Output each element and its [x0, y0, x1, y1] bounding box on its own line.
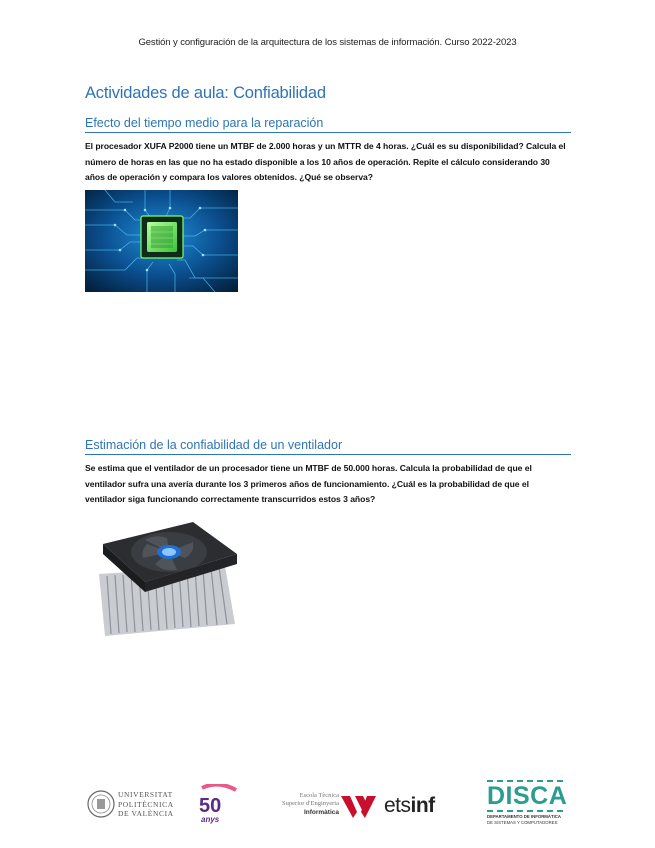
anys-50-mark-icon — [196, 784, 240, 814]
page-title: Actividades de aula: Confiabilidad — [85, 84, 326, 102]
disca-sub-2: DE SISTEMAS Y COMPUTADORES — [487, 819, 558, 825]
anys-label: anys — [201, 815, 220, 824]
footer-logos — [0, 780, 655, 830]
upv-logo — [87, 786, 187, 824]
section-paragraph-fan: Se estima que el ventilador de un procesador tiene un MTBF de 50.000 horas. Calcula la probabilidad de que el ventilador sufra una avería durante los 3 primeros años de funcionamiento. ¿Cuál es la probabilidad de que el ventilador siga funcionando correctamente transcurridos estos 3 años? — [85, 463, 532, 504]
etsinf-suffix: inf — [410, 794, 435, 817]
section-heading-mttr: Efecto del tiempo medio para la reparación — [85, 116, 571, 133]
anys-50-logo — [196, 784, 240, 828]
disca-sub-1: DEPARTAMENTO DE INFORMÁTICA — [487, 814, 561, 819]
cpu-cooler-fan-image — [85, 514, 243, 642]
escuela-line-3: Informàtica — [303, 809, 339, 816]
escuela-line-1: Escola Tècnica — [299, 792, 339, 799]
disca-name: DISCA — [487, 782, 568, 810]
escuela-logo — [259, 792, 339, 828]
escuela-line-2: Superior d'Enginyeria — [282, 800, 339, 807]
processor-chip-image — [85, 190, 238, 292]
etsinf-logo — [384, 794, 435, 820]
upv-line-3: DE VALÈNCIA — [118, 809, 174, 818]
document-header: Gestión y configuración de la arquitectura de los sistemas de información. Curso 2022-2023 — [138, 37, 517, 48]
disca-logo — [487, 780, 568, 832]
upv-line-2: POLITÈCNICA — [118, 799, 174, 809]
upv-seal-icon — [87, 789, 115, 819]
etsinf-v-mark-icon — [341, 794, 377, 820]
section-paragraph-mttr: El procesador XUFA P2000 tiene un MTBF de 2.000 horas y un MTTR de 4 horas. ¿Cuál es su disponibilidad? Calcula el número de horas en las que no ha estado disponible a los 10 años de operación. Repite el cálculo considerando 30 años de operación y compara los valores obtenidos. ¿Qué se observa? — [85, 141, 566, 182]
anys-number: 50 — [199, 795, 222, 814]
etsinf-prefix: ets — [384, 794, 411, 817]
section-heading-fan: Estimación de la confiabilidad de un ventilador — [85, 438, 571, 455]
upv-line-1: UNIVERSITAT — [118, 790, 173, 799]
